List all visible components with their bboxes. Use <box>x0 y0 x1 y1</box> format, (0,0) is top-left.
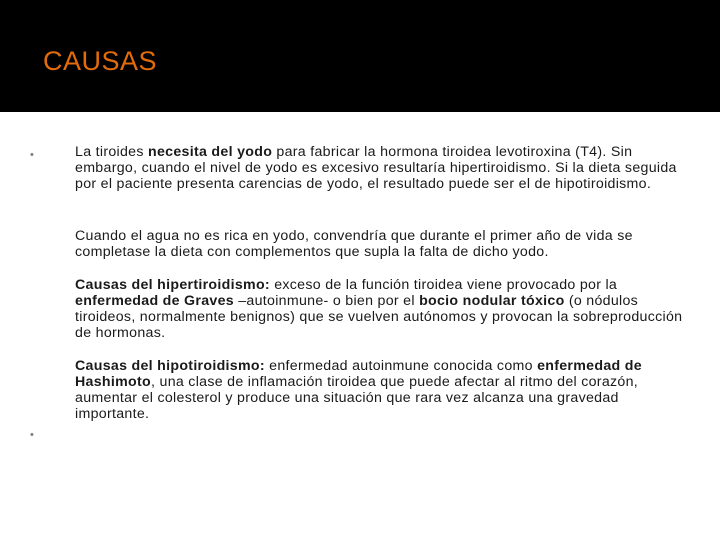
slide-title: CAUSAS <box>43 46 158 76</box>
text-segment: –autoinmune- o bien por el <box>233 293 420 309</box>
emphasis-text: necesita del yodo <box>148 144 273 160</box>
text-segment: La tiroides <box>75 144 148 160</box>
text-segment: exceso de la función tiroidea viene provocado por la <box>269 277 618 293</box>
emphasis-text: enfermedad de Graves <box>75 293 234 309</box>
text-segment: (o nódulos tiroideos, normalmente benignos) que se vuelven autónomos y provocan la sobreproducción de hormonas. <box>75 293 683 341</box>
paragraph-causas-hipertiroidismo <box>75 277 693 341</box>
paragraph-yodo-necesidad <box>75 144 693 192</box>
emphasis-text: Causas del hipotiroidismo: <box>75 358 265 374</box>
title-header-band <box>0 0 720 112</box>
bullet-marker: • <box>30 429 34 441</box>
emphasis-text: enfermedad de Hashimoto <box>75 358 642 390</box>
text-segment: , una clase de inflamación tiroidea que puede afectar al ritmo del corazón, aumentar el colesterol y produce una situación que rara vez alcanza una gravedad importante. <box>75 374 639 422</box>
text-segment: Cuando el agua no es rica en yodo, convendría que durante el primer año de vida se completase la dieta con complementos que supla la falta de dicho yodo. <box>75 228 633 260</box>
paragraph-causas-hipotiroidismo <box>75 358 693 422</box>
paragraph-agua-yodo <box>75 228 693 260</box>
emphasis-text: bocio nodular tóxico <box>419 293 565 309</box>
text-segment: enfermedad autoinmune conocida como <box>264 358 538 374</box>
emphasis-text: Causas del hipertiroidismo: <box>75 277 270 293</box>
text-segment: para fabricar la hormona tiroidea levotiroxina (T4). Sin embargo, cuando el nivel de yodo es excesivo resultaría hipertiroidismo. Si la dieta seguida por el paciente presenta carencias de yodo, el resultado puede ser el de hipotiroidismo. <box>75 144 677 192</box>
bullet-marker: • <box>30 149 34 161</box>
